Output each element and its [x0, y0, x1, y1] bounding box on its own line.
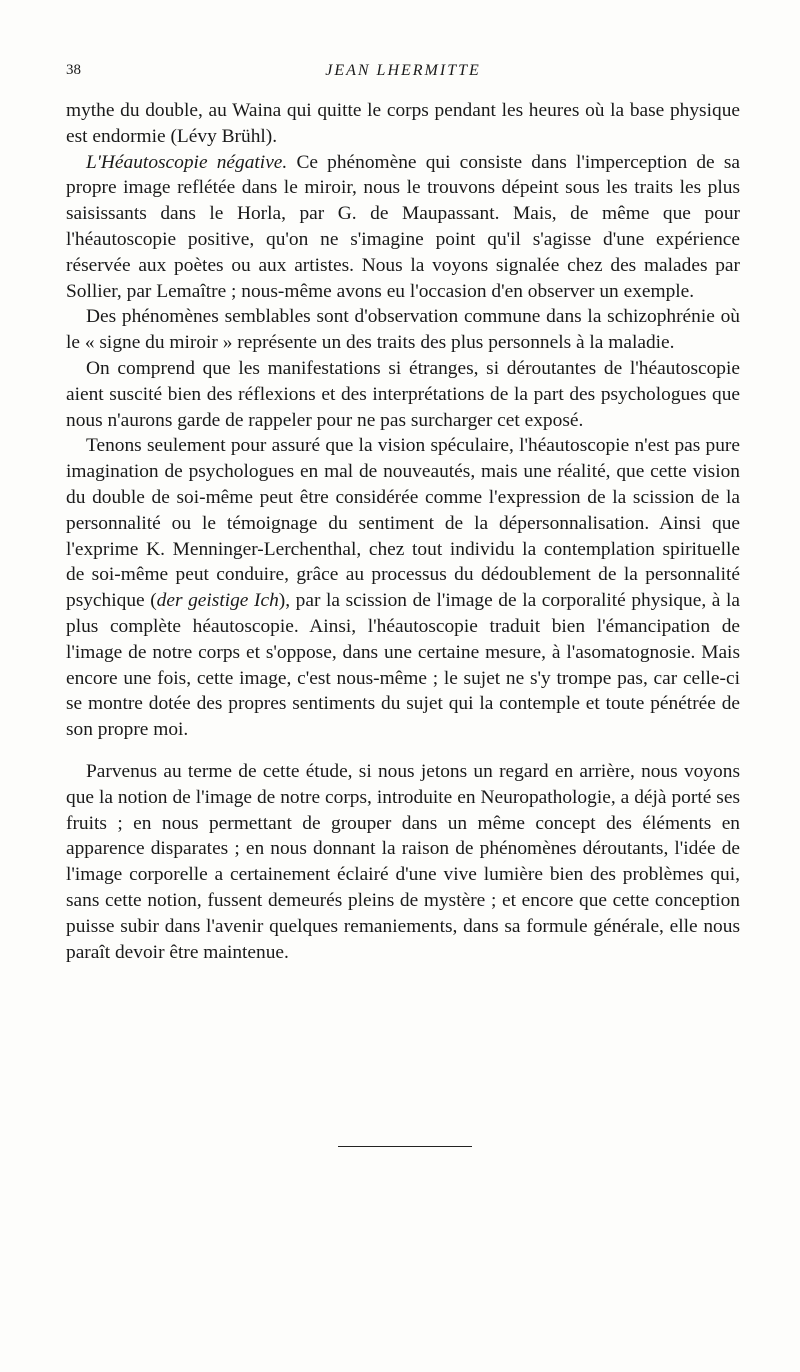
german-term: der geistige Ich	[156, 590, 279, 612]
page-number: 38	[66, 62, 81, 78]
section-heading: L'Héautoscopie négative.	[86, 151, 288, 173]
running-head	[66, 62, 740, 86]
paragraph-continuation: mythe du double, au Waina qui quitte le corps pendant les heures où la base physique est endormie (Lévy Brühl).	[66, 100, 740, 147]
paragraph-schizophrenia: Des phénomènes semblables sont d'observation commune dans la schizophrénie où le « signe du miroir » représente un des traits des plus personnels à la maladie.	[66, 306, 740, 354]
paragraph-text: ), par la scission de l'image de la corporalité physique, à la plus complète héautoscopie. Ainsi, l'héautoscopie traduit bien l'émancipation de l'image de notre corps et s'oppose, dans une certaine mesure, à l'asomatognosie. Mais encore une fois, cette image, c'est nous-même ; le sujet ne s'y trompe pas, car celle-ci se montre dotée des propres sentiments du sujet qui la contemple et toute pénétrée de son propre moi.	[66, 590, 740, 741]
paragraph-interpretations: On comprend que les manifestations si étranges, si déroutantes de l'héautoscopie aient suscité bien des réflexions et des interprétations de la part des psychologues que nous n'aurons garde de rappeler pour ne pas surcharger cet exposé.	[66, 357, 740, 431]
paragraph-text: Tenons seulement pour assuré que la vision spéculaire, l'héautoscopie n'est pas pure imagination de psychologues en mal de nouveautés, mais une réalité, que cette vision du double de soi-même peut être considérée comme l'expression de la scission de la personnalité ou le témoignage du sentiment de la dépersonnalisation. Ainsi que l'exprime K. Menninger-Lerchenthal, chez tout individu la contemplation spirituelle de soi-même peut conduire, grâce au processus du dédoublement de la personnalité psychique (	[66, 435, 740, 612]
running-title: JEAN LHERMITTE	[325, 62, 481, 79]
paragraph-conclusion: Parvenus au terme de cette étude, si nous jetons un regard en arrière, nous voyons que la notion de l'image de notre corps, introduite en Neuropathologie, a déjà porté ses fruits ; en nous permettant de grouper dans un même concept des éléments en apparence disparates ; en nous donnant la raison de phénomènes déroutants, l'idée de l'image corporelle a certainement éclairé d'une vive lumière bien des problèmes qui, sans cette notion, fussent demeurés pleins de mystère ; et encore que cette conception puisse subir dans l'avenir quelques remaniements, dans sa formule générale, elle nous paraît devoir être maintenue.	[66, 760, 740, 963]
paragraph-specular-vision	[66, 433, 740, 743]
body-text	[66, 98, 740, 965]
end-rule-divider	[338, 1146, 472, 1147]
paragraph-text: Ce phénomène qui consiste dans l'imperception de sa propre image reflétée dans le miroir, nous le trouvons dépeint sous les traits les plus saisissants dans le Horla, par G. de Maupassant. Mais, de même que pour l'héautoscopie positive, qu'on ne s'imagine point qu'il s'agisse d'une expérience réservée aux poètes ou aux artistes. Nous la voyons signalée chez des malades par Sollier, par Lemaître ; nous-même avons eu l'occasion d'en observer un exemple.	[66, 151, 740, 302]
paragraph-negative-heautoscopy	[66, 150, 740, 305]
